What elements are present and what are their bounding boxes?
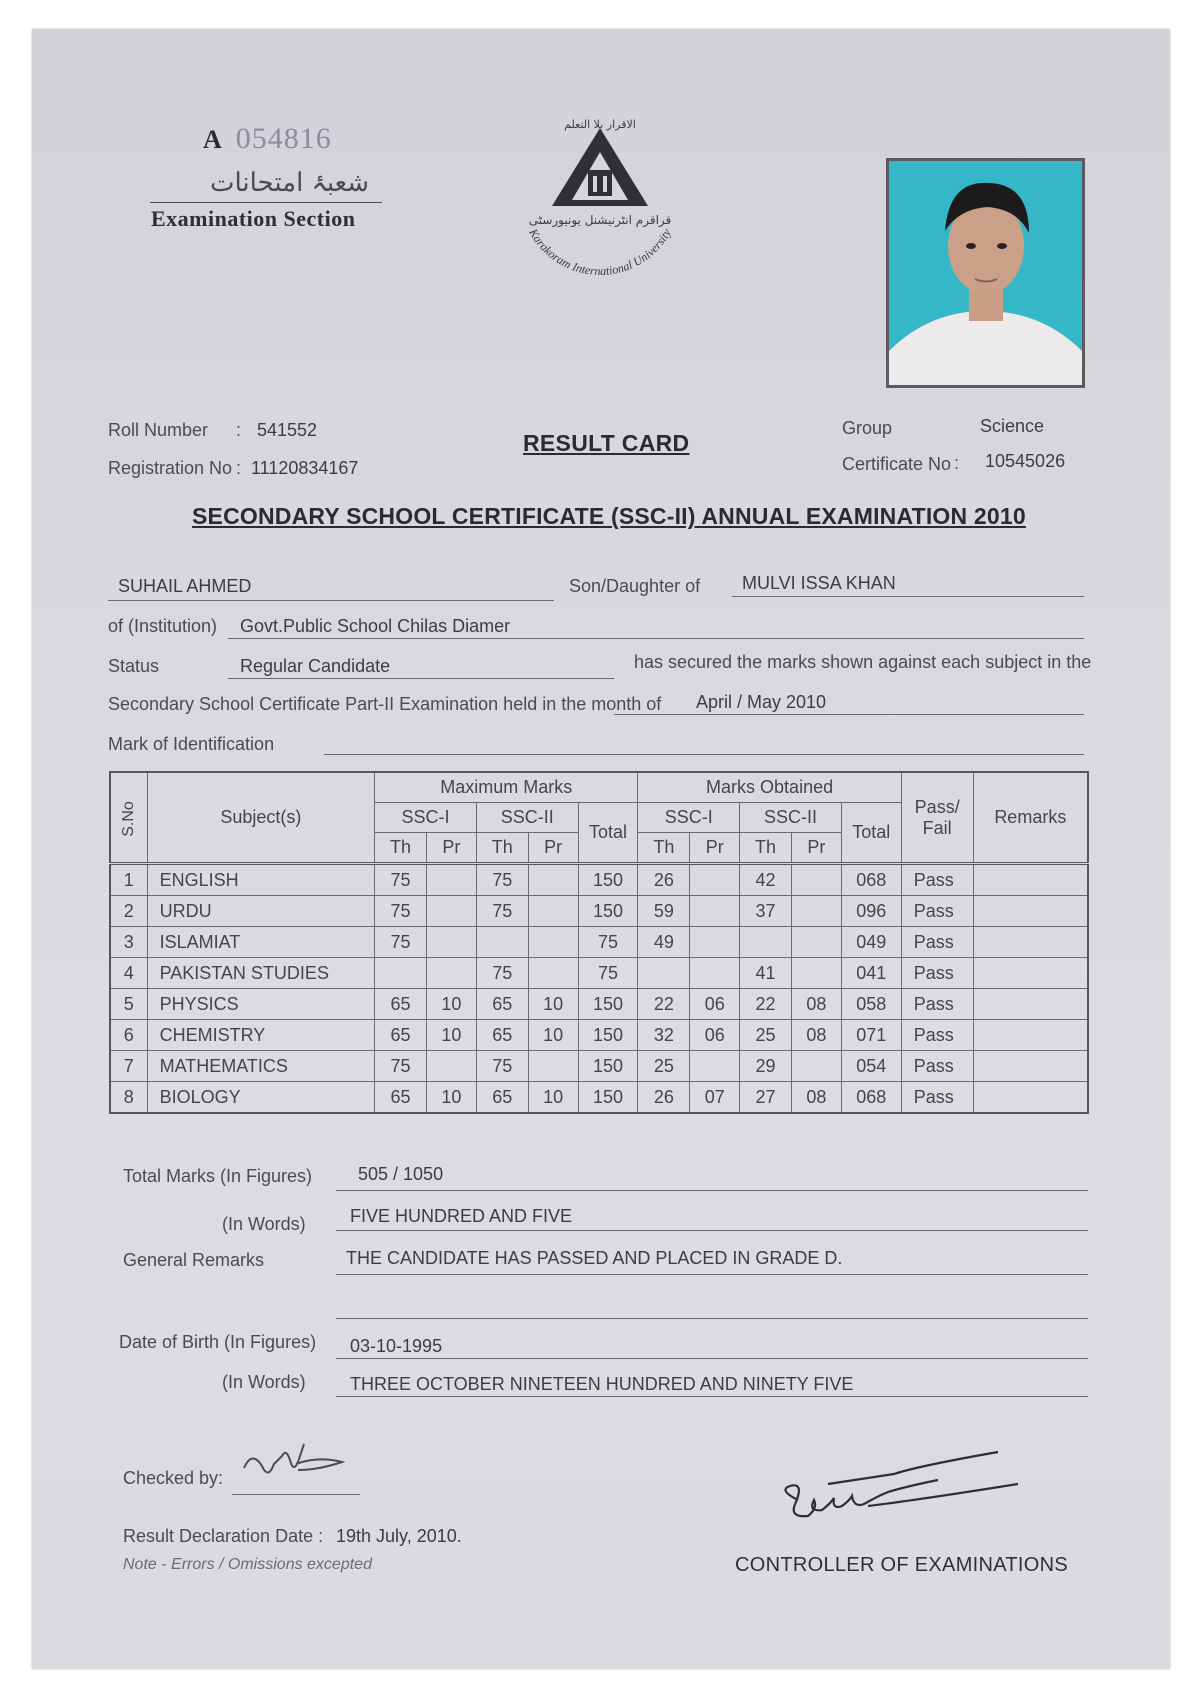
cell-mtot: 75 (578, 958, 638, 989)
cell-sno: 7 (110, 1051, 147, 1082)
cell-o2pr: 08 (791, 989, 841, 1020)
cell-o1pr: 06 (690, 989, 740, 1020)
cell-remarks (973, 927, 1088, 958)
dob-words-label: (In Words) (222, 1372, 306, 1392)
cell-o2pr (791, 958, 841, 989)
cell-otot: 054 (841, 1051, 901, 1082)
checked-by-signature-icon (238, 1436, 358, 1496)
controller-signature-icon (768, 1446, 1028, 1556)
cell-o1th: 32 (638, 1020, 690, 1051)
remarks-underline (336, 1274, 1088, 1275)
cell-result: Pass (901, 958, 973, 989)
cell-o1th: 26 (638, 1082, 690, 1114)
cell-remarks (973, 958, 1088, 989)
father-name: MULVI ISSA KHAN (742, 573, 896, 593)
cell-o2th: 42 (740, 864, 792, 896)
cell-o1pr: 06 (690, 1020, 740, 1051)
table-row (110, 896, 1088, 927)
cell-otot: 058 (841, 989, 901, 1020)
cell-remarks (973, 1082, 1088, 1114)
errors-note: Note - Errors / Omissions excepted (123, 1556, 372, 1573)
table-row (110, 989, 1088, 1020)
cell-o1th: 49 (638, 927, 690, 958)
roll-number-label: Roll Number (108, 420, 209, 440)
certificate-label: Certificate No (842, 454, 952, 474)
cell-remarks (973, 1020, 1088, 1051)
cell-o1pr (690, 927, 740, 958)
cell-mtot: 150 (578, 896, 638, 927)
group-value: Science (980, 416, 1045, 436)
cell-m2th: 75 (476, 1051, 528, 1082)
total-words-underline (336, 1230, 1088, 1231)
cell-result: Pass (901, 896, 973, 927)
cell-remarks (973, 864, 1088, 896)
cell-m1pr (426, 864, 476, 896)
seal-text (526, 225, 674, 278)
cell-o2th (740, 927, 792, 958)
cell-o1pr (690, 1051, 740, 1082)
cell-result: Pass (901, 864, 973, 896)
cell-o2pr (791, 864, 841, 896)
exam-heading: SECONDARY SCHOOL CERTIFICATE (SSC-II) ANNUAL EXAMINATION 2010 (192, 503, 1026, 529)
cell-m2pr (528, 896, 578, 927)
general-remarks-label: General Remarks (123, 1250, 265, 1270)
cell-result: Pass (901, 1082, 973, 1114)
cell-subject: ENGLISH (147, 864, 375, 896)
obt-ssc1-th: Th (638, 833, 690, 864)
cell-m1th: 75 (375, 927, 427, 958)
cell-m2pr: 10 (528, 1020, 578, 1051)
dob-words-underline (336, 1396, 1088, 1397)
cell-m1th: 75 (375, 1051, 427, 1082)
candidate-photo (886, 158, 1085, 388)
exam-month-underline (614, 714, 1084, 715)
table-row (110, 1020, 1088, 1051)
cell-otot: 071 (841, 1020, 901, 1051)
obt-ssc1-header: SSC-I (638, 803, 740, 833)
university-seal-icon (500, 100, 700, 300)
checked-by-label: Checked by: (123, 1468, 224, 1488)
cell-sno: 4 (110, 958, 147, 989)
institution-underline (228, 638, 1084, 639)
cell-m2th: 75 (476, 896, 528, 927)
cell-sno: 3 (110, 927, 147, 958)
cell-o2th: 25 (740, 1020, 792, 1051)
cell-o1pr (690, 864, 740, 896)
total-words-value: FIVE HUNDRED AND FIVE (350, 1206, 573, 1226)
cell-o2pr: 08 (791, 1082, 841, 1114)
registration-value: 11120834167 (251, 458, 359, 478)
obt-total-header: Total (841, 803, 901, 864)
cell-m1pr (426, 958, 476, 989)
cell-subject: URDU (147, 896, 375, 927)
cell-mtot: 75 (578, 927, 638, 958)
cell-otot: 068 (841, 1082, 901, 1114)
cell-m1pr: 10 (426, 989, 476, 1020)
cell-o2pr (791, 896, 841, 927)
cell-mtot: 150 (578, 864, 638, 896)
cell-m2th: 65 (476, 1020, 528, 1051)
cell-m1pr (426, 1051, 476, 1082)
marks-table-body (110, 864, 1088, 1114)
cell-sno: 5 (110, 989, 147, 1020)
cell-sno: 1 (110, 864, 147, 896)
cell-o1th: 26 (638, 864, 690, 896)
cell-o1th: 59 (638, 896, 690, 927)
dob-value: 03-10-1995 (350, 1336, 443, 1356)
identification-label: Mark of Identification (108, 734, 275, 754)
cell-m1th: 65 (375, 1020, 427, 1051)
cell-otot: 068 (841, 864, 901, 896)
table-row (110, 864, 1088, 896)
serial-number (203, 122, 332, 156)
cell-remarks (973, 1051, 1088, 1082)
cell-subject: MATHEMATICS (147, 1051, 375, 1082)
obt-ssc2-header: SSC-II (740, 803, 842, 833)
cell-m1th: 75 (375, 864, 427, 896)
roll-colon: : (236, 420, 242, 440)
cell-o2th: 41 (740, 958, 792, 989)
cell-m2pr (528, 958, 578, 989)
cell-subject: PAKISTAN STUDIES (147, 958, 375, 989)
max-ssc1-th: Th (375, 833, 427, 864)
cell-m1th: 65 (375, 989, 427, 1020)
cell-remarks (973, 896, 1088, 927)
cell-m1pr: 10 (426, 1020, 476, 1051)
cell-o1pr: 07 (690, 1082, 740, 1114)
cell-subject: ISLAMIAT (147, 927, 375, 958)
cell-o2pr (791, 1051, 841, 1082)
seal-text-path: Karakoram International University (526, 226, 674, 279)
declaration-value: 19th July, 2010. (336, 1526, 462, 1546)
cell-m1pr (426, 896, 476, 927)
cell-result: Pass (901, 927, 973, 958)
cell-m2th: 75 (476, 958, 528, 989)
cell-o2pr: 08 (791, 1020, 841, 1051)
name-underline (108, 600, 554, 601)
relation-label: Son/Daughter of (569, 576, 701, 596)
serial-prefix: A (203, 125, 222, 154)
status-value: Regular Candidate (240, 656, 391, 676)
cell-m1th: 65 (375, 1082, 427, 1114)
cell-sno: 2 (110, 896, 147, 927)
col-sno-header (110, 772, 147, 864)
cell-m2th: 65 (476, 1082, 528, 1114)
section-divider (150, 202, 382, 203)
declaration-label: Result Declaration Date : (123, 1526, 324, 1546)
cell-m2pr (528, 927, 578, 958)
col-obtained-header: Marks Obtained (638, 772, 901, 803)
cell-sno: 8 (110, 1082, 147, 1114)
col-subject-header: Subject(s) (147, 772, 375, 864)
cell-subject: CHEMISTRY (147, 1020, 375, 1051)
max-ssc1-pr: Pr (426, 833, 476, 864)
cell-mtot: 150 (578, 1020, 638, 1051)
table-row (110, 1051, 1088, 1082)
total-marks-value: 505 / 1050 (358, 1164, 444, 1184)
cell-result: Pass (901, 989, 973, 1020)
obt-ssc2-pr: Pr (791, 833, 841, 864)
candidate-photo-icon (889, 161, 1082, 385)
cell-subject: PHYSICS (147, 989, 375, 1020)
obt-ssc2-th: Th (740, 833, 792, 864)
cell-m2pr: 10 (528, 989, 578, 1020)
registration-label: Registration No (108, 458, 233, 478)
cell-mtot: 150 (578, 989, 638, 1020)
cell-result: Pass (901, 1020, 973, 1051)
cell-o2pr (791, 927, 841, 958)
max-ssc2-pr: Pr (528, 833, 578, 864)
examination-section-label: Examination Section (151, 206, 356, 231)
cell-o2th: 29 (740, 1051, 792, 1082)
registration-colon: : (236, 458, 242, 478)
dob-underline (336, 1358, 1088, 1359)
certificate-colon: : (954, 453, 960, 473)
roll-number-value: 541552 (257, 420, 318, 440)
cell-o1pr (690, 896, 740, 927)
cell-m2th: 65 (476, 989, 528, 1020)
max-ssc2-th: Th (476, 833, 528, 864)
total-marks-label: Total Marks (In Figures) (123, 1166, 313, 1186)
cell-otot: 049 (841, 927, 901, 958)
serial-value: 054816 (235, 122, 332, 155)
identification-underline (324, 754, 1084, 755)
table-row (110, 958, 1088, 989)
total-marks-underline (336, 1190, 1088, 1191)
certificate-value: 10545026 (985, 451, 1066, 471)
cell-otot: 041 (841, 958, 901, 989)
seal-urdu-middle: قراقرم انٹرنیشنل یونیورسٹی (528, 213, 672, 227)
dob-label: Date of Birth (In Figures) (119, 1332, 317, 1352)
controller-title: CONTROLLER OF EXAMINATIONS (735, 1554, 1069, 1576)
group-label: Group (842, 418, 893, 438)
cell-o1th (638, 958, 690, 989)
status-underline (228, 678, 614, 679)
candidate-name: SUHAIL AHMED (118, 576, 252, 596)
cell-mtot: 150 (578, 1051, 638, 1082)
cell-m2pr (528, 864, 578, 896)
col-remarks-header: Remarks (973, 772, 1088, 864)
col-sno-text: S.No (119, 801, 137, 837)
institution-value: Govt.Public School Chilas Diamer (240, 616, 511, 636)
max-total-header: Total (578, 803, 638, 864)
status-label: Status (108, 656, 160, 676)
col-fail-text: Fail (922, 817, 952, 838)
cell-o2th: 27 (740, 1082, 792, 1114)
exam-month: April / May 2010 (696, 692, 827, 712)
cell-o1th: 22 (638, 989, 690, 1020)
max-ssc2-header: SSC-II (476, 803, 578, 833)
dob-words-value: THREE OCTOBER NINETEEN HUNDRED AND NINETY FIVE (350, 1374, 854, 1394)
cell-m1pr (426, 927, 476, 958)
cell-mtot: 150 (578, 1082, 638, 1114)
cell-sno: 6 (110, 1020, 147, 1051)
cell-m1pr: 10 (426, 1082, 476, 1114)
col-pass-text: Pass/ (914, 796, 960, 817)
remarks-underline-2 (336, 1318, 1088, 1319)
obt-ssc1-pr: Pr (690, 833, 740, 864)
institution-label: of (Institution) (108, 616, 218, 636)
result-card-title: RESULT CARD (523, 430, 690, 456)
cell-m2pr: 10 (528, 1082, 578, 1114)
exam-text: Secondary School Certificate Part-II Examination held in the month of (108, 694, 662, 714)
secured-text: has secured the marks shown against each subject in the (634, 652, 1092, 672)
cell-remarks (973, 989, 1088, 1020)
cell-otot: 096 (841, 896, 901, 927)
max-ssc1-header: SSC-I (375, 803, 477, 833)
table-row (110, 927, 1088, 958)
cell-m1th: 75 (375, 896, 427, 927)
cell-m1th (375, 958, 427, 989)
seal-urdu-top: الاقرار بلا التعلم (564, 118, 636, 131)
cell-m2pr (528, 1051, 578, 1082)
cell-result: Pass (901, 1051, 973, 1082)
marks-table (109, 771, 1089, 1114)
cell-m2th (476, 927, 528, 958)
cell-o1th: 25 (638, 1051, 690, 1082)
cell-o2th: 22 (740, 989, 792, 1020)
general-remarks-value: THE CANDIDATE HAS PASSED AND PLACED IN GRADE D. (346, 1248, 843, 1268)
total-words-label: (In Words) (222, 1214, 306, 1234)
father-underline (732, 596, 1084, 597)
urdu-caption: شعبۂ امتحانات (210, 168, 370, 198)
cell-m2th: 75 (476, 864, 528, 896)
cell-subject: BIOLOGY (147, 1082, 375, 1114)
col-max-header: Maximum Marks (375, 772, 638, 803)
cell-o2th: 37 (740, 896, 792, 927)
cell-o1pr (690, 958, 740, 989)
col-pass-fail-header (901, 772, 973, 864)
table-row (110, 1082, 1088, 1114)
